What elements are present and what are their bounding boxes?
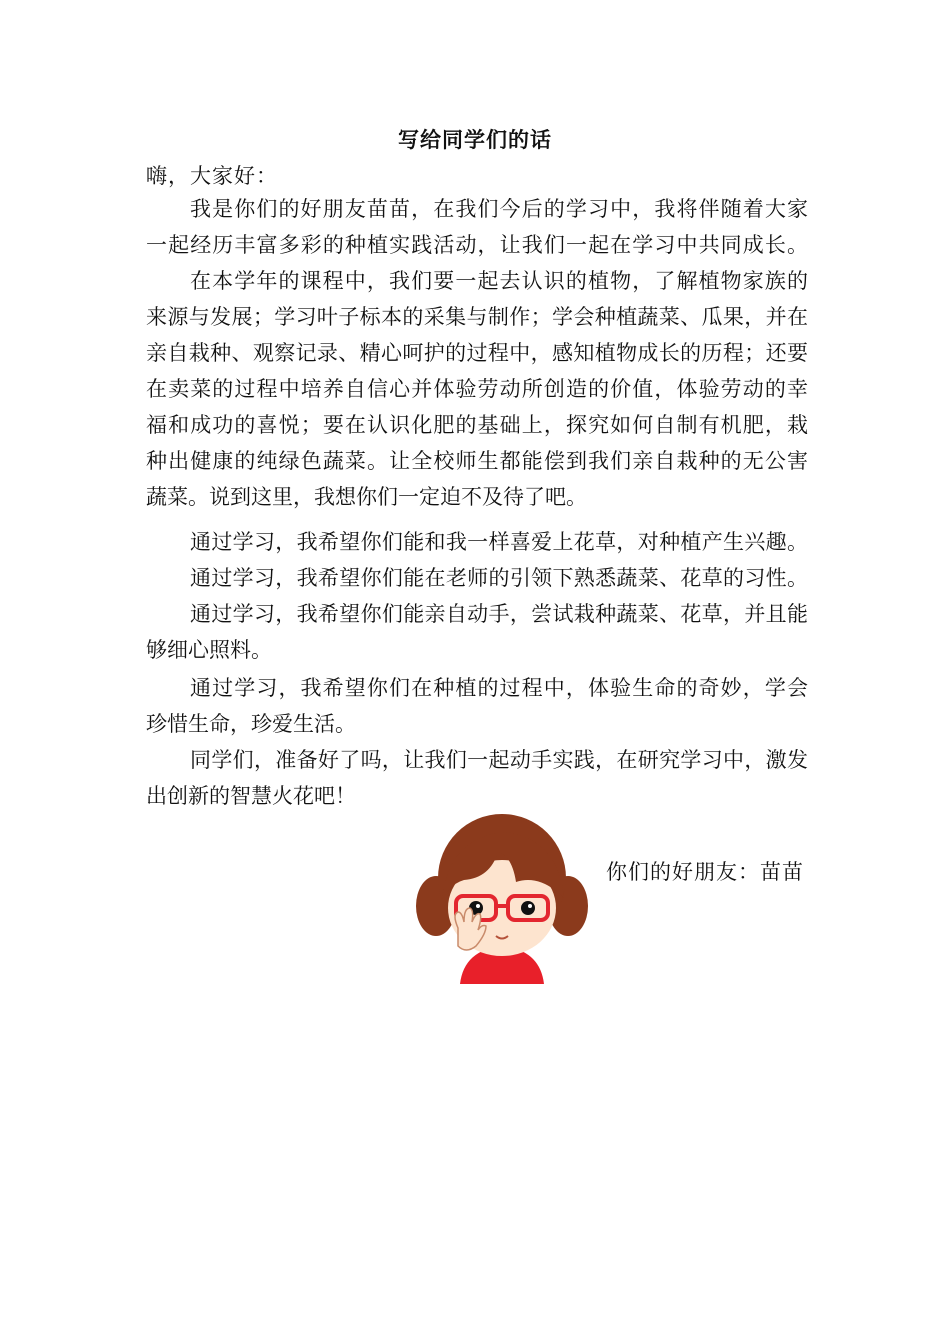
paragraph-line: 够细心照料。 — [146, 638, 272, 662]
paragraph-line: 种出健康的纯绿色蔬菜。让全校师生都能偿到我们亲自栽种的无公害 — [146, 449, 808, 473]
paragraph-line: 我是你们的好朋友苗苗，在我们今后的学习中，我将伴随着大家 — [190, 197, 808, 221]
paragraph-line: 福和成功的喜悦；要在认识化肥的基础上，探究如何自制有机肥，栽 — [146, 413, 808, 437]
paragraph-line: 亲自栽种、观察记录、精心呵护的过程中，感知植物成长的历程；还要 — [146, 341, 808, 365]
letter-title: 写给同学们的话 — [398, 127, 552, 152]
paragraph-line: 通过学习，我希望你们能亲自动手，尝试栽种蔬菜、花草，并且能 — [190, 602, 808, 626]
paragraph-line: 在本学年的课程中，我们要一起去认识的植物，了解植物家族的 — [190, 269, 808, 293]
paragraph-line: 出创新的智慧火花吧！ — [146, 784, 356, 808]
letter-signature: 你们的好朋友：苗苗 — [606, 860, 804, 884]
paragraph-line: 通过学习，我希望你们能在老师的引领下熟悉蔬菜、花草的习性。 — [190, 566, 808, 590]
letter-greeting: 嗨，大家好： — [146, 164, 278, 188]
paragraph-line: 通过学习，我希望你们能和我一样喜爱上花草，对种植产生兴趣。 — [190, 530, 808, 554]
paragraph-line: 同学们，准备好了吗，让我们一起动手实践，在研究学习中，激发 — [190, 748, 808, 772]
paragraph-line: 来源与发展；学习叶子标本的采集与制作；学会种植蔬菜、瓜果，并在 — [146, 305, 808, 329]
paragraph-line: 通过学习，我希望你们在种植的过程中，体验生命的奇妙，学会 — [190, 676, 808, 700]
paragraph-line: 在卖菜的过程中培养自信心并体验劳动所创造的价值，体验劳动的幸 — [146, 377, 808, 401]
paragraph-line: 蔬菜。说到这里，我想你们一定迫不及待了吧。 — [146, 485, 587, 509]
paragraph-line: 一起经历丰富多彩的种植实践活动，让我们一起在学习中共同成长。 — [146, 233, 808, 257]
right-eye — [521, 901, 535, 915]
mascot-girl-icon — [412, 808, 592, 984]
paragraph-line: 珍惜生命，珍爱生活。 — [146, 712, 356, 736]
